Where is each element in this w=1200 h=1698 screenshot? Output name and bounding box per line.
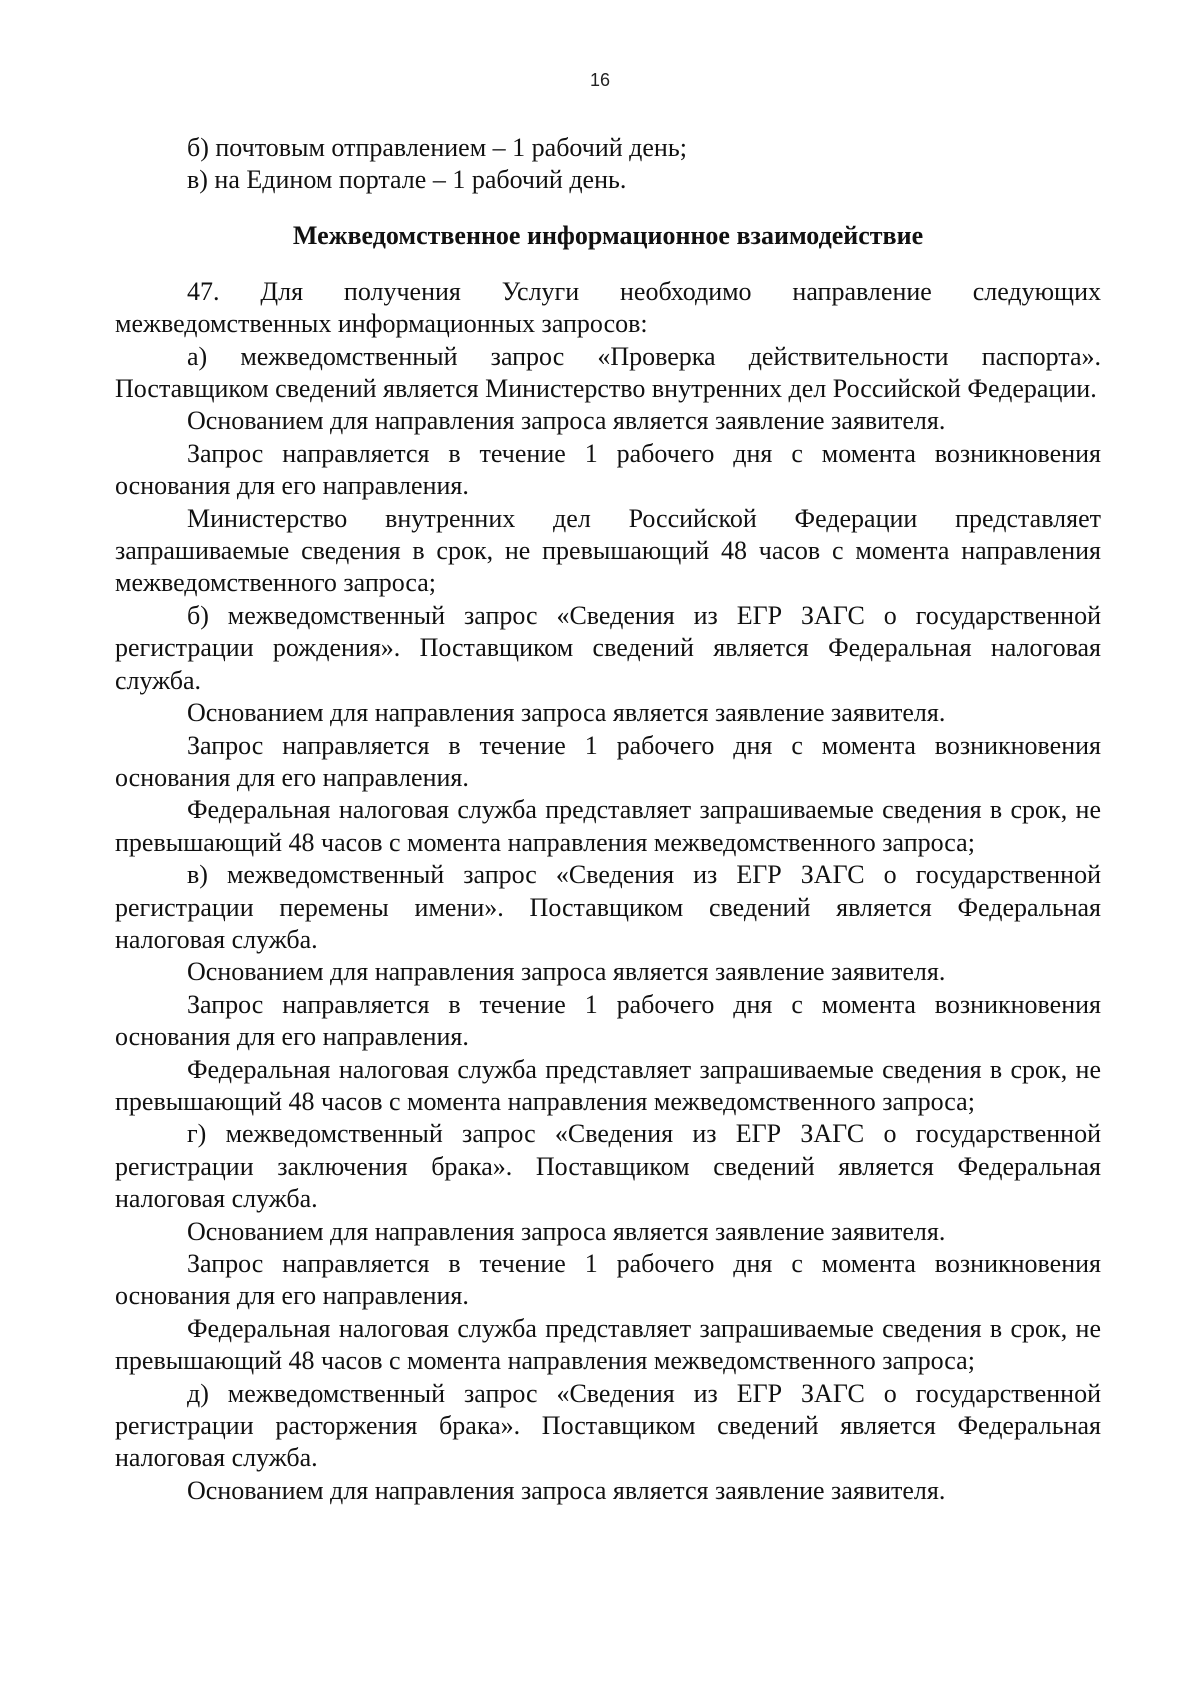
paragraph-timing: Запрос направляется в течение 1 рабочего дня с момента возникновения основания для его направления. [115,438,1101,501]
paragraph-basis: Основанием для направления запроса является заявление заявителя. [187,698,946,728]
paragraph-timing: Запрос направляется в течение 1 рабочего дня с момента возникновения основания для его направления. [115,1249,1101,1311]
paragraph-response: Федеральная налоговая служба представляет запрашиваемые сведения в срок, не превышающий 48 часов с момента направления межведомственного запроса; [115,1054,1101,1116]
paragraph-basis: Основанием для направления запроса является заявление заявителя. [187,406,946,436]
paragraph-response: Министерство внутренних дел Российской Федерации представляет запрашиваемые сведения в срок, не превышающий 48 часов с момента направления межведомственного запроса; [115,503,1101,598]
paragraph-request-g: г) межведомственный запрос «Сведения из ЕГР ЗАГС о государственной регистрации заключения брака». Поставщиком сведений является Федеральная налоговая служба. [115,1119,1101,1214]
paragraph-response: Федеральная налоговая служба представляет запрашиваемые сведения в срок, не превышающий 48 часов с момента направления межведомственного запроса; [115,795,1101,857]
paragraph-47-intro: 47. Для получения Услуги необходимо направление следующих межведомственных информационных запросов: [115,276,1101,339]
intro-item-b: б) почтовым отправлением – 1 рабочий день; [187,133,687,162]
paragraph-basis: Основанием для направления запроса является заявление заявителя. [187,957,946,987]
intro-item-v: в) на Едином портале – 1 рабочий день. [187,165,627,195]
paragraph-request-v: в) межведомственный запрос «Сведения из ЕГР ЗАГС о государственной регистрации перемены имени». Поставщиком сведений является Федеральная налоговая служба. [115,860,1101,954]
paragraph-timing: Запрос направляется в течение 1 рабочего дня с момента возникновения основания для его направления. [115,989,1101,1052]
paragraph-basis: Основанием для направления запроса является заявление заявителя. [187,1475,946,1505]
paragraph-request-a: а) межведомственный запрос «Проверка действительности паспорта». Поставщиком сведений является Министерство внутренних дел Российской Федерации. [115,341,1101,404]
paragraph-basis: Основанием для направления запроса является заявление заявителя. [187,1216,946,1246]
paragraph-timing: Запрос направляется в течение 1 рабочего дня с момента возникновения основания для его направления. [115,730,1101,792]
paragraph-request-d: д) межведомственный запрос «Сведения из ЕГР ЗАГС о государственной регистрации расторжения брака». Поставщиком сведений является Федеральная налоговая служба. [115,1378,1101,1473]
paragraph-request-b: б) межведомственный запрос «Сведения из ЕГР ЗАГС о государственной регистрации рождения». Поставщиком сведений является Федеральная налоговая служба. [115,600,1101,695]
section-heading: Межведомственное информационное взаимодействие [292,220,924,250]
page-number: 16 [589,70,611,90]
document-body [115,132,1101,1507]
paragraph-response: Федеральная налоговая служба представляет запрашиваемые сведения в срок, не превышающий 48 часов с момента направления межведомственного запроса; [115,1313,1101,1376]
